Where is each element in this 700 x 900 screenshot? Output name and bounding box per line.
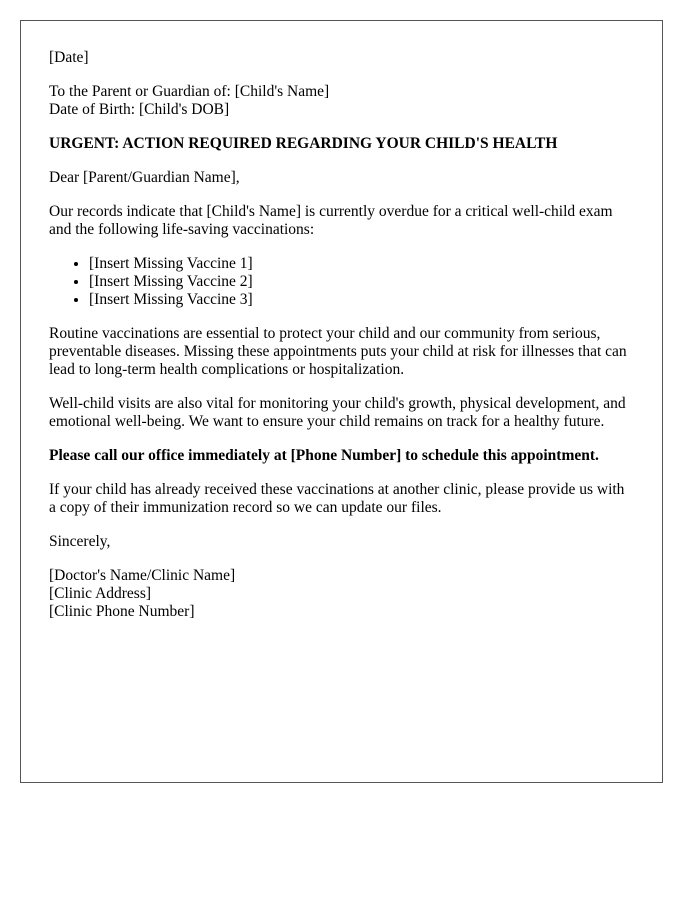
signature-name: [Doctor's Name/Clinic Name] (49, 567, 236, 584)
list-item: • [Insert Missing Vaccine 2] (89, 273, 634, 291)
date: [Date] (49, 49, 89, 66)
vaccination-paragraph: Routine vaccinations are essential to protect your child and our community from serious, preventable diseases. Missing these appointments puts your child at risk for illnesses that can lead to long-term health complications or hospitalization. (49, 325, 627, 378)
recipient-block (49, 83, 634, 119)
dob-line: Date of Birth: [Child's DOB] (49, 101, 230, 118)
list-item: • [Insert Missing Vaccine 3] (89, 291, 634, 309)
recipient-line: To the Parent or Guardian of: [Child's Name] (49, 83, 330, 100)
salutation: Dear [Parent/Guardian Name], (49, 169, 240, 186)
vaccine-list (49, 255, 634, 309)
signature-phone: [Clinic Phone Number] (49, 603, 195, 620)
records-paragraph: If your child has already received these vaccinations at another clinic, please provide us with a copy of their immunization record so we can update our files. (49, 481, 625, 516)
heading-text: URGENT: ACTION REQUIRED REGARDING YOUR CHILD'S HEALTH (49, 135, 558, 152)
closing: Sincerely, (49, 533, 111, 550)
heading (49, 135, 634, 153)
intro-paragraph: Our records indicate that [Child's Name] is currently overdue for a critical well-child exam and the following life-saving vaccinations: (49, 203, 613, 238)
well-child-paragraph: Well-child visits are also vital for monitoring your child's growth, physical development, and emotional well-being. We want to ensure your child remains on track for a healthy future. (49, 395, 626, 430)
list-item: • [Insert Missing Vaccine 1] (89, 255, 634, 273)
call-to-action-text: Please call our office immediately at [Phone Number] to schedule this appointment. (49, 447, 599, 464)
letter (20, 20, 663, 783)
signature-address: [Clinic Address] (49, 585, 152, 602)
call-to-action (49, 447, 634, 465)
signature-block (49, 567, 634, 621)
